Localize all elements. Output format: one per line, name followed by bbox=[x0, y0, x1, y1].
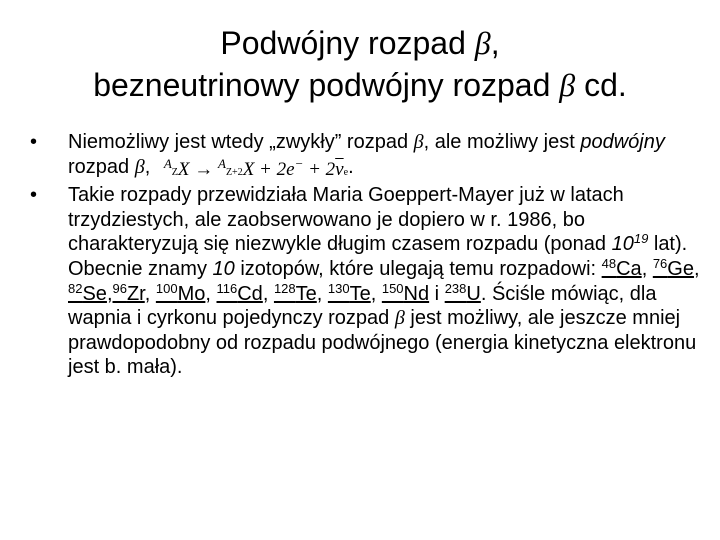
element-symbol: Zr bbox=[126, 282, 145, 305]
title-text: bezneutrinowy podwójny rozpad bbox=[93, 67, 560, 103]
formula-term: + 2 bbox=[303, 158, 336, 180]
separator: , bbox=[262, 282, 274, 305]
element-symbol: Te bbox=[295, 282, 317, 305]
bullet-list bbox=[30, 130, 710, 380]
element-symbol: Ca bbox=[616, 257, 642, 280]
mass-number: 76 bbox=[652, 255, 668, 271]
text: lat). Obecnie znamy bbox=[68, 233, 688, 280]
separator: , bbox=[106, 282, 113, 305]
isotope-te128 bbox=[273, 280, 317, 305]
element-symbol: X bbox=[177, 158, 190, 180]
element-symbol: X bbox=[242, 158, 255, 180]
isotope-mo100 bbox=[155, 280, 206, 305]
bullet-item-2 bbox=[30, 183, 710, 380]
mass-number: 130 bbox=[327, 280, 350, 296]
element-symbol: Te bbox=[349, 282, 371, 305]
electron-symbol: e bbox=[286, 158, 295, 180]
isotope-ge76 bbox=[652, 255, 694, 280]
separator: , bbox=[370, 282, 382, 305]
mass-number: 116 bbox=[216, 280, 238, 296]
isotope-zr96 bbox=[112, 280, 145, 305]
element-symbol: Cd bbox=[237, 282, 263, 305]
atomic-number: Z bbox=[171, 166, 178, 178]
atomic-number: Z+2 bbox=[225, 166, 243, 178]
subscript: e bbox=[343, 166, 349, 178]
text: , bbox=[144, 155, 151, 178]
element-symbol: Ge bbox=[667, 257, 694, 280]
text: rozpad bbox=[68, 155, 135, 178]
charge: − bbox=[294, 155, 304, 171]
separator: , bbox=[316, 282, 328, 305]
beta-symbol: β bbox=[394, 307, 405, 330]
isotope-nd150 bbox=[381, 280, 430, 305]
mass-number: A bbox=[217, 155, 226, 171]
bullet-item-1 bbox=[30, 130, 710, 183]
italic-text: 10 bbox=[611, 233, 634, 256]
text: Takie rozpady przewidziała Maria Goeppert-Mayer już w latach trzydziestych, ale zaobserwowano je dopiero w r. 1986, bo charakteryzują się niezwykle długim czasem rozpadu (ponad bbox=[68, 184, 624, 256]
italic-text: podwójny bbox=[580, 131, 665, 153]
title-text: Podwójny rozpad bbox=[220, 25, 475, 61]
beta-symbol: β bbox=[413, 131, 424, 153]
mass-number: 128 bbox=[273, 280, 296, 296]
mass-number: 48 bbox=[601, 255, 617, 271]
italic-text: 10 bbox=[212, 257, 235, 280]
isotope-ca48 bbox=[601, 255, 642, 280]
mass-number: 150 bbox=[381, 280, 404, 296]
element-symbol: Mo bbox=[177, 282, 206, 305]
mass-number: 238 bbox=[444, 280, 467, 296]
text: . bbox=[348, 155, 354, 178]
separator: , bbox=[205, 282, 217, 305]
beta-symbol: β bbox=[559, 67, 576, 103]
text: jest możliwy, ale jeszcze mniej prawdopodobny od rozpadu podwójnego (energia kinetyczna elektronu jest b. mała). bbox=[68, 307, 697, 379]
element-symbol: U bbox=[466, 282, 481, 305]
separator: i bbox=[429, 282, 445, 305]
mass-number: 82 bbox=[68, 280, 83, 296]
bullet-marker: • bbox=[30, 131, 38, 153]
formula-term: + 2 bbox=[254, 158, 287, 180]
beta-symbol: β bbox=[474, 25, 491, 61]
bullet-marker: • bbox=[30, 184, 38, 207]
beta-symbol: β bbox=[134, 155, 145, 178]
title-text: , bbox=[490, 25, 500, 61]
text: Niemożliwy jest wtedy „zwykły” rozpad bbox=[68, 131, 414, 153]
separator: , bbox=[693, 257, 700, 280]
text: . Ściśle mówiąc, dla wapnia i cyrkonu pojedynczy rozpad bbox=[68, 282, 657, 330]
isotope-se82 bbox=[68, 280, 107, 305]
text: , ale możliwy jest bbox=[423, 131, 581, 153]
separator: , bbox=[641, 257, 653, 280]
isotope-te130 bbox=[327, 280, 371, 305]
isotope-u238 bbox=[444, 280, 481, 305]
element-symbol: Se bbox=[82, 282, 107, 305]
isotope-cd116 bbox=[216, 280, 263, 305]
title-line-1 bbox=[0, 22, 720, 64]
decay-formula bbox=[163, 155, 349, 186]
element-symbol: Nd bbox=[403, 282, 430, 305]
mass-number: 96 bbox=[112, 280, 127, 296]
antineutrino-symbol: $\overline{\nu}$ bbox=[335, 158, 344, 180]
mass-number: 100 bbox=[155, 280, 178, 296]
mass-number: A bbox=[163, 155, 172, 171]
title-text: cd. bbox=[575, 67, 627, 103]
title-line-2 bbox=[0, 64, 720, 106]
arrow-icon: → bbox=[194, 158, 214, 180]
exponent: 19 bbox=[633, 231, 649, 247]
slide-title bbox=[0, 22, 720, 106]
separator: , bbox=[144, 282, 156, 305]
text: izotopów, które ulegają temu rozpadowi: bbox=[234, 257, 602, 280]
